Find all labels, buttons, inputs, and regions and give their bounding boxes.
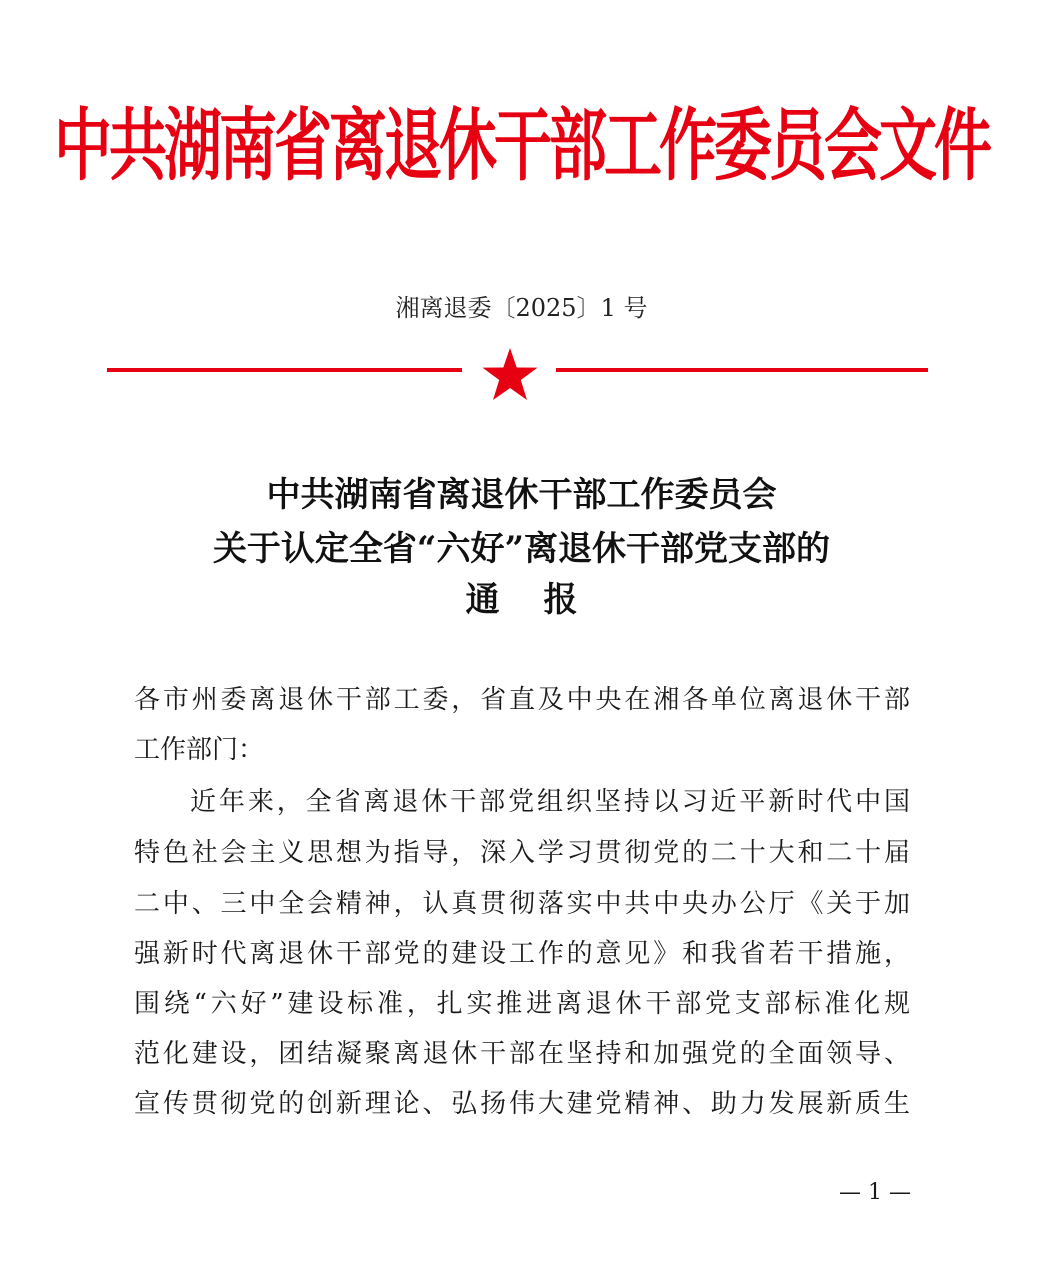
document-title-line-1: 中共湖南省离退休干部工作委员会 [266,475,777,515]
document-title-line-3: 通报 [465,580,622,620]
body-line: 强新时代离退休干部党的建设工作的意见》和我省若干措施， [134,939,910,969]
red-star-icon [480,346,540,402]
document-masthead: 中共湖南省离退休干部工作委员会文件 [53,99,989,192]
red-separator-left [107,368,462,372]
body-line: 围绕“六好”建设标准，扎实推进离退休干部党支部标准化规 [134,989,910,1019]
red-separator-right [556,368,928,372]
salutation-line-1: 各市州委离退休干部工委，省直及中央在湘各单位离退休干部 [134,685,910,715]
body-line: 范化建设，团结凝聚离退休干部在坚持和加强党的全面领导、 [134,1039,910,1069]
document-number: 湘离退委〔2025〕1 号 [395,294,648,322]
body-line: 宣传贯彻党的创新理论、弘扬伟大建党精神、助力发展新质生 [134,1089,910,1119]
body-line: 特色社会主义思想为指导，深入学习贯彻党的二十大和二十届 [134,838,910,868]
salutation-line-2: 工作部门： [134,735,265,765]
body-line: 二中、三中全会精神，认真贯彻落实中共中央办公厅《关于加 [134,889,910,919]
red-star-shape [483,348,538,400]
document-title-line-2: 关于认定全省“六好”离退休干部党支部的 [212,529,831,569]
page-number: — 1 — [839,1180,911,1205]
body-line: 近年来，全省离退休干部党组织坚持以习近平新时代中国 [190,787,910,817]
